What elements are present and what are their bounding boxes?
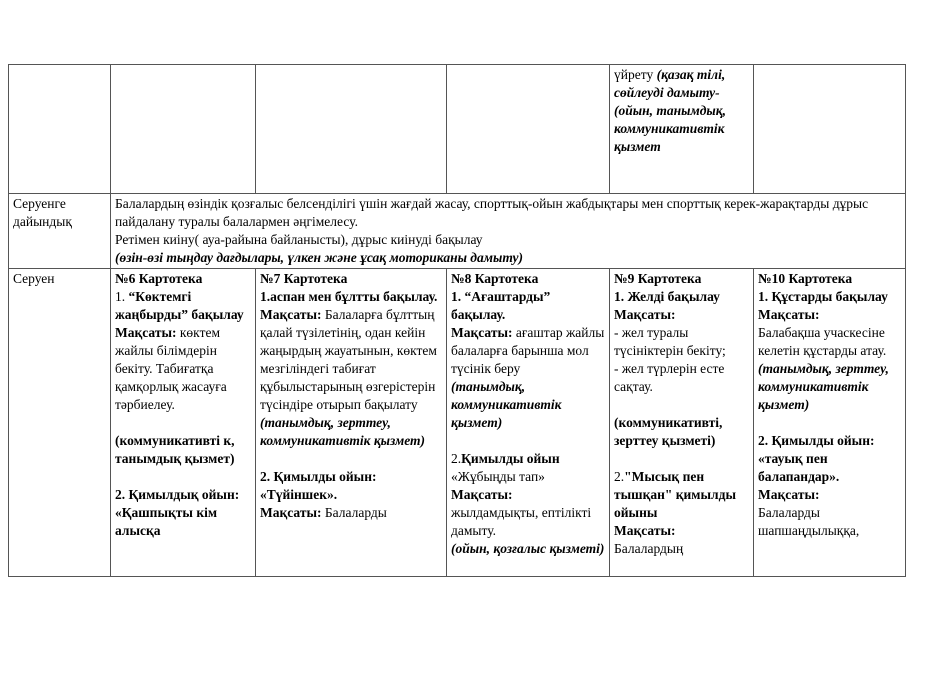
goal-label: Мақсаты:: [260, 307, 322, 322]
item-number: 1.: [115, 289, 126, 304]
walk-card-6: [111, 269, 256, 577]
goal-text: Балаларды шапшаңдылыққа,: [758, 505, 860, 538]
goal-text: ағаштар жайлы балаларға барынша мол түсінік беру: [451, 325, 605, 376]
game-title: Қимылды ойын: [461, 451, 560, 466]
item-number: 2.: [451, 451, 462, 466]
prep-content: [111, 194, 906, 269]
item-title: 1. Құстарды бақылау: [758, 289, 888, 304]
table-row-prep: [9, 194, 906, 269]
goal-text: көктем жайлы білімдерін бекіту. Табиғатқа қамқорлық жасауға тәрбиелеу.: [115, 325, 227, 412]
goal-label: Мақсаты:: [451, 487, 513, 502]
table-row-walk: [9, 269, 906, 577]
activity-tag: (коммуникативті, зерттеу қызметі): [614, 415, 723, 448]
table-row-top: [9, 65, 906, 194]
cell-empty: [111, 65, 256, 194]
item-title: 1. Желді бақылау: [614, 289, 720, 304]
activity-tag: (танымдық, зерттеу, коммуникативтік қызмет): [758, 361, 889, 412]
activity-tag: (коммуникативті к, танымдық қызмет): [115, 433, 235, 466]
activity-tag: (танымдық, зерттеу, коммуникативтік қызмет): [260, 415, 426, 448]
goal-text: Балаларды: [321, 505, 387, 520]
goal-line: - жел түрлерін есте сақтау.: [614, 361, 725, 394]
goal-label: Мақсаты:: [451, 325, 513, 340]
goal-text: Балалардың: [614, 541, 684, 556]
game-title: 2. Қимылды ойын: «Түйіншек».: [260, 469, 377, 502]
item-title: “Көктемгі жаңбырды” бақылау: [115, 289, 244, 322]
prep-line-2: Ретімен киіну( ауа-райына байланысты), дұрыс киінуді бақылау: [115, 232, 483, 247]
activity-tag: (ойын, қозғалыс қызметі): [451, 541, 605, 556]
walk-label: Серуен: [9, 269, 111, 577]
cell-empty: [754, 65, 906, 194]
game-title: "Мысық пен тышқан" қимылды ойыны: [614, 469, 736, 520]
game-title: 2. Қимылды ойын: «тауық пен балапандар».: [758, 433, 875, 484]
activity-tag: (танымдық, коммуникативтік қызмет): [451, 379, 562, 430]
top-col5-text: үйрету: [614, 67, 654, 82]
card-title: №9 Картотека: [614, 271, 702, 286]
top-col5-italic: (қазақ тілі, сөйлеуді дамыту- (ойын, танымдық, коммуникативтік қызмет: [614, 67, 727, 154]
cell-empty: [256, 65, 447, 194]
cell-top-col5: [610, 65, 754, 194]
cell-empty: [447, 65, 610, 194]
game-name: «Қашпықты кім алысқа: [115, 505, 218, 538]
prep-line-1: Балалардың өзіндік қозғалыс белсенділігі үшін жағдай жасау, спорттық-ойын жабдықтары мен спорттық керек-жарақтарды дұрыс пайдалану туралы балалармен әңгімелесу.: [115, 196, 869, 229]
prep-line-3: (өзін-өзі тыңдау дағдылары, үлкен және ұсақ моториканы дамыту): [115, 250, 524, 265]
walk-card-10: [754, 269, 906, 577]
goal-label: Мақсаты:: [260, 505, 322, 520]
walk-card-8: [447, 269, 610, 577]
item-title: 1.аспан мен бұлтты бақылау.: [260, 289, 438, 304]
card-title: №7 Картотека: [260, 271, 348, 286]
item-number: 2.: [614, 469, 625, 484]
cell-empty: [9, 65, 111, 194]
goal-text: Балаларға бұлттың қалай түзілетінің, одан кейін жаңырдың жауатынын, көктем мезгіліндегі табиғат құбылыстарының өзгерістерін түсіндіре отырып бақылату: [260, 307, 437, 412]
walk-card-7: [256, 269, 447, 577]
goal-line: - жел туралы түсініктерін бекіту;: [614, 325, 726, 358]
walk-card-9: [610, 269, 754, 577]
card-title: №8 Картотека: [451, 271, 539, 286]
goal-label: Мақсаты:: [758, 487, 820, 502]
goal-label: Мақсаты:: [614, 307, 676, 322]
game-name: «Жұбыңды тап»: [451, 469, 545, 484]
prep-label: Серуенге дайындық: [9, 194, 111, 269]
card-title: №6 Картотека: [115, 271, 203, 286]
game-title: 2. Қимылдық ойын:: [115, 487, 240, 502]
item-title: 1. “Ағаштарды” бақылау.: [451, 289, 551, 322]
card-title: №10 Картотека: [758, 271, 853, 286]
goal-label: Мақсаты:: [614, 523, 676, 538]
goal-label: Мақсаты:: [758, 307, 820, 322]
goal-text: Балабақша учаскесіне келетін құстарды атау.: [758, 325, 887, 358]
goal-label: Мақсаты:: [115, 325, 177, 340]
plan-table: [8, 64, 906, 577]
goal-text: жылдамдықты, ептілікті дамыту.: [451, 505, 592, 538]
